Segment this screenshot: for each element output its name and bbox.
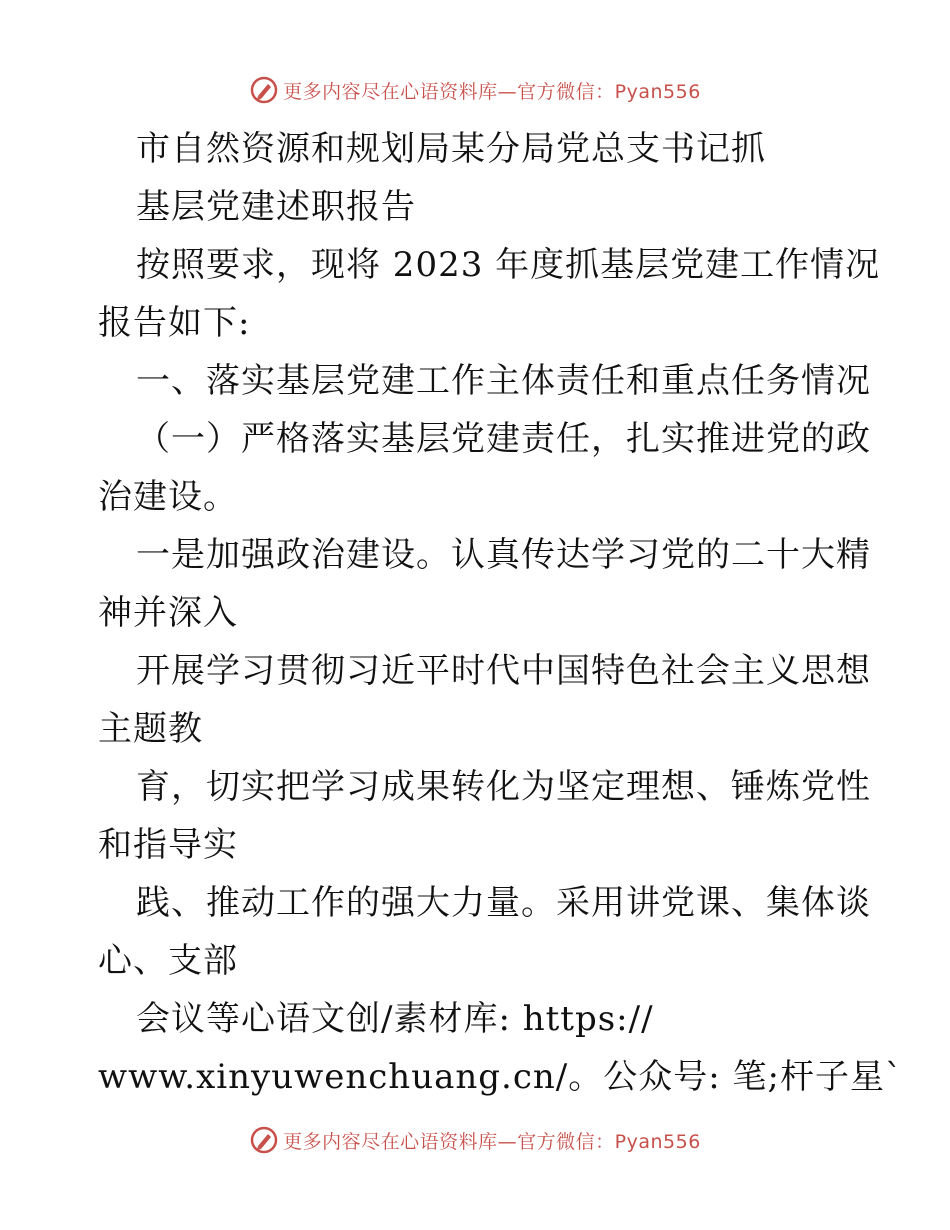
doc-paragraph-line: 开展学习贯彻习近平时代中国特色社会主义思想 [136,651,871,691]
doc-paragraph-line: 会议等心语文创/素材库: https:// [136,999,654,1039]
doc-section-heading: 一、落实基层党建工作主体责任和重点任务情况 [136,361,871,401]
header-watermark-banner [0,72,950,108]
doc-title-line-1: 市自然资源和规划局某分局党总支书记抓 [136,129,766,169]
pen-logo-icon [249,1125,279,1155]
watermark-text: 更多内容尽在心语资料库—官方微信：Pyan556 [283,1130,701,1153]
footer-watermark-banner [0,1122,950,1158]
doc-paragraph-line: 按照要求，现将 2023 年度抓基层党建工作情况 [136,245,881,285]
doc-paragraph-line: 神并深入 [98,593,238,633]
document-body [98,120,903,1106]
doc-title-line-2: 基层党建述职报告 [136,187,416,227]
watermark-text: 更多内容尽在心语资料库—官方微信：Pyan556 [283,80,701,103]
doc-paragraph-line: 一是加强政治建设。认真传达学习党的二十大精 [136,535,871,575]
doc-subsection-heading-cont: 治建设。 [98,477,238,517]
doc-paragraph-line: 主题教 [98,709,203,749]
doc-paragraph-line: 和指导实 [98,825,238,865]
doc-paragraph-line: www.xinyuwenchuang.cn/。公众号: 笔;杆子星` [98,1057,903,1097]
pen-logo-icon [249,75,279,105]
doc-paragraph-line: 心、支部 [98,941,238,981]
doc-paragraph-line: 育，切实把学习成果转化为坚定理想、锤炼党性 [136,767,871,807]
doc-paragraph-line: 报告如下: [98,303,251,343]
doc-subsection-heading: （一）严格落实基层党建责任，扎实推进党的政 [136,419,871,459]
doc-paragraph-line: 践、推动工作的强大力量。采用讲党课、集体谈 [136,883,871,923]
